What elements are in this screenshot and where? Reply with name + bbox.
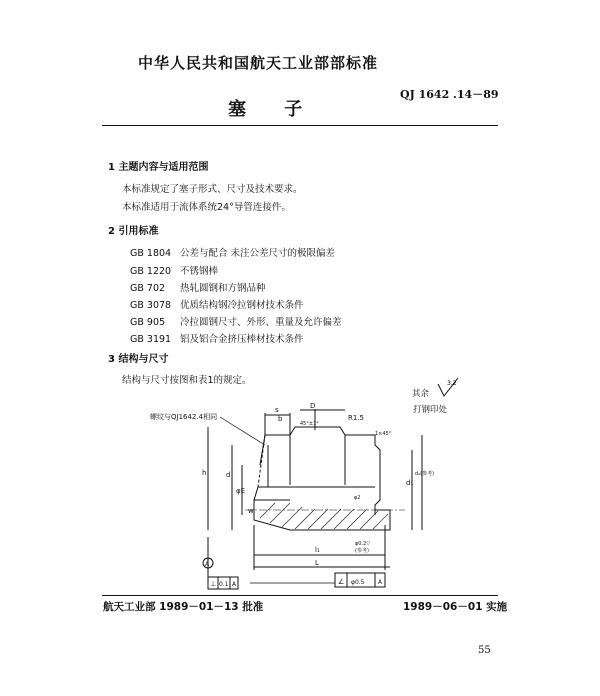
thread-note: 螺纹与QJ1642.4相同 — [150, 413, 218, 421]
datum-a-label: A — [205, 561, 210, 568]
standard-code: QJ 1642 .14－89 — [400, 88, 499, 101]
reference-item — [130, 245, 335, 259]
reference-title: 热轧圆钢和方钢品种 — [180, 283, 266, 294]
reference-item — [130, 280, 266, 294]
dim-chamfer: φ0.2▽ — [355, 541, 371, 547]
document-title: 塞 子 — [228, 99, 319, 120]
implementation-date: 1989－06－01 实施 — [403, 601, 508, 613]
fcf-right-value: φ0.5 — [351, 579, 365, 586]
fcf-left-symbol: ⊥ — [210, 580, 217, 588]
dim-b: b — [278, 415, 283, 423]
org-title: 中华人民共和国航天工业部部标准 — [138, 54, 379, 72]
reference-code: GB 702 — [130, 283, 166, 294]
section-3-heading: 3 结构与尺寸 — [108, 354, 169, 365]
reference-code: GB 3191 — [130, 334, 172, 345]
dim-d-small: d — [226, 471, 231, 479]
dim-d2: d₂(参考) — [415, 471, 435, 477]
fcf-left-datum: A — [232, 581, 237, 588]
surface-note-label: 其余 — [412, 389, 430, 399]
reference-title: 优质结构钢冷拉钢材技术条件 — [180, 300, 304, 311]
dim-ref-note: (参考) — [355, 548, 369, 554]
reference-title: 不锈钢棒 — [180, 266, 219, 277]
reference-code: GB 1804 — [130, 248, 172, 259]
reference-title: 公差与配合 未注公差尺寸的极限偏差 — [180, 248, 336, 259]
reference-code: GB 1220 — [130, 266, 172, 277]
dim-d: D — [310, 402, 316, 410]
section-3-para: 结构与尺寸按图和表1的规定。 — [122, 375, 252, 386]
section-1-para-2: 本标准适用于流体系统24°导管连接件。 — [122, 202, 291, 213]
reference-code: GB 905 — [130, 317, 166, 328]
fcf-left-value: 0.1 — [219, 581, 229, 588]
dim-e: φE — [236, 487, 246, 495]
section-2-heading: 2 引用标准 — [108, 226, 159, 237]
dim-l1: l₁ — [315, 546, 320, 554]
dim-h: h — [202, 469, 207, 477]
reference-title: 铝及铝合金挤压棒材技术条件 — [180, 334, 304, 345]
dim-f: φ2 — [354, 495, 361, 501]
surface-roughness-value: 3.2 — [447, 380, 457, 387]
footer-rule — [102, 595, 498, 596]
surface-roughness-symbol — [436, 376, 464, 398]
reference-item — [130, 314, 342, 328]
reference-item — [130, 297, 304, 311]
dim-l: L — [315, 559, 319, 567]
reference-item — [130, 331, 304, 345]
reference-code: GB 3078 — [130, 300, 172, 311]
dim-r: R1.5 — [348, 414, 364, 422]
page-number: 55 — [478, 645, 491, 656]
header-rule — [102, 125, 498, 126]
section-1-heading: 1 主题内容与适用范围 — [108, 162, 209, 173]
fcf-right-datum: A — [378, 579, 383, 586]
dim-angle: 45°±1° — [300, 421, 319, 427]
section-1-para-1: 本标准规定了塞子形式、尺寸及技术要求。 — [122, 184, 303, 195]
reference-item — [130, 263, 218, 277]
dim-s: s — [275, 406, 279, 414]
fcf-right-symbol: ∠ — [338, 578, 345, 586]
dim-w: w — [248, 507, 254, 515]
marking-note: 打钢印处 — [413, 405, 448, 415]
dim-d1: d₁ — [406, 479, 414, 487]
approval-date: 航天工业部 1989－01－13 批准 — [103, 601, 264, 613]
reference-title: 冷拉圆钢尺寸、外形、重量及允许偏差 — [180, 317, 342, 328]
dim-chamfer-angle: 1×45° — [375, 431, 392, 437]
